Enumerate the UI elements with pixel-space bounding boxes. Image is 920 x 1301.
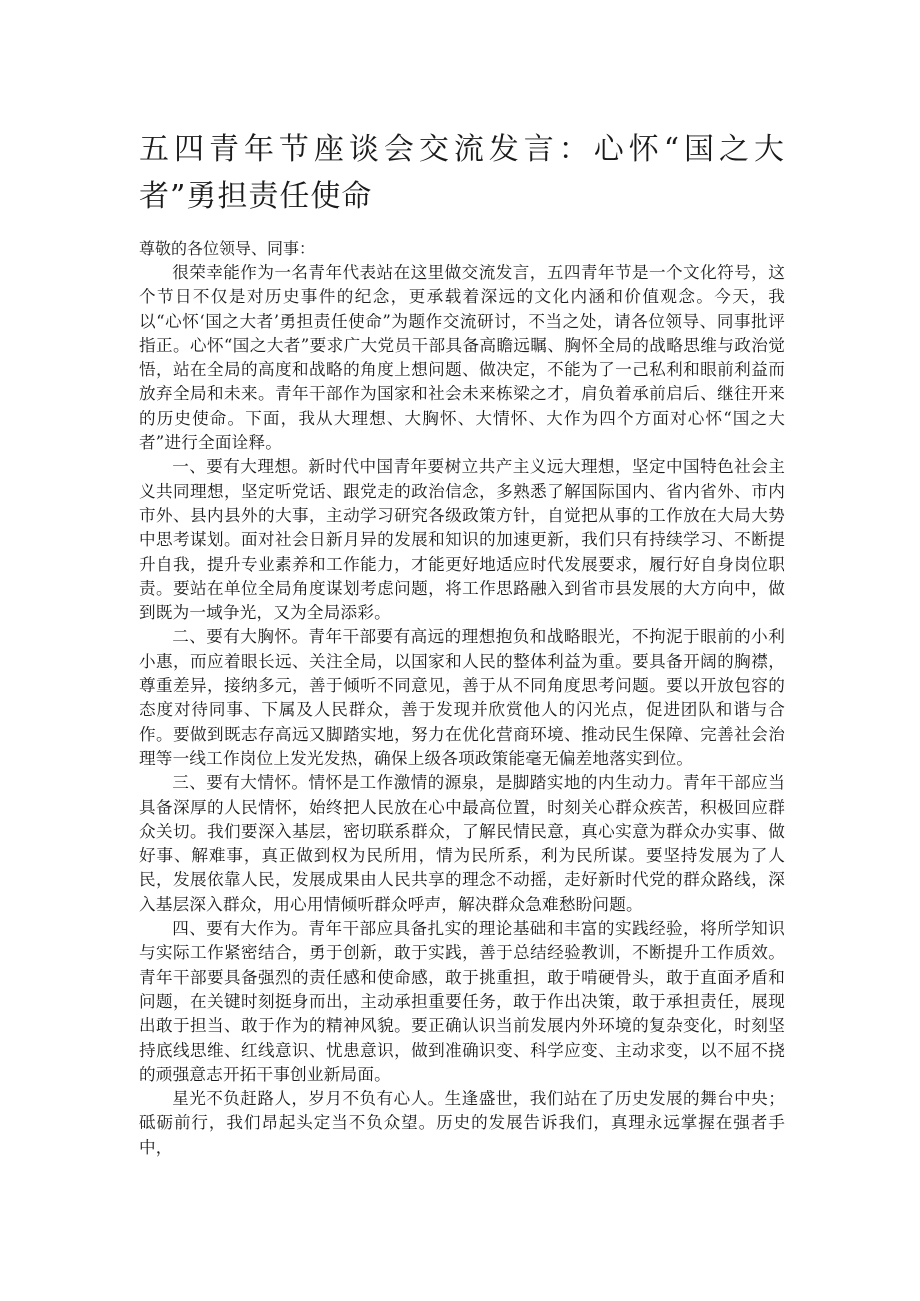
paragraph-mind: 二、要有大胸怀。青年干部要有高远的理想抱负和战略眼光，不拘泥于眼前的小利小惠，而应着眼长远、关注全局，以国家和人民的整体利益为重。要具备开阔的胸襟，尊重差异，接纳多元，善于倾听不同意见，善于从不同角度思考问题。要以开放包容的态度对待同事、下属及人民群众，善于发现并欣赏他人的闪光点，促进团队和谐与合作。要做到既志存高远又脚踏实地，努力在优化营商环境、推动民生保障、完善社会治理等一线工作岗位上发光发热，确保上级各项政策能毫无偏差地落实到位。 xyxy=(139,627,785,768)
document-title: 五四青年节座谈会交流发言：心怀“国之大者”勇担责任使命 xyxy=(139,132,785,214)
paragraph-sentiment: 三、要有大情怀。情怀是工作激情的源泉，是脚踏实地的内生动力。青年干部应当具备深厚的人民情怀，始终把人民放在心中最高位置，时刻关心群众疾苦，积极回应群众关切。我们要深入基层，密切联系群众，了解民情民意，真心实意为群众办实事、做好事、解难事，真正做到权为民所用，情为民所系，利为民所谋。要坚持发展为了人民，发展依靠人民，发展成果由人民共享的理念不动摇，走好新时代党的群众路线，深入基层深入群众，用心用情倾听群众呼声，解决群众急难愁盼问题。 xyxy=(139,773,785,914)
salutation: 尊敬的各位领导、同事： xyxy=(139,239,316,258)
paragraph-closing: 星光不负赶路人，岁月不负有心人。生逢盛世，我们站在了历史发展的舞台中央；砥砺前行，我们昂起头定当不负众望。历史的发展告诉我们，真理永远掌握在强者手中， xyxy=(139,1089,785,1157)
paragraph-ideal: 一、要有大理想。新时代中国青年要树立共产主义远大理想，坚定中国特色社会主义共同理想，坚定听党话、跟党走的政治信念，多熟悉了解国际国内、省内省外、市内市外、县内县外的大事，主动学习研究各级政策方针，自觉把从事的工作放在大局大势中思考谋划。面对社会日新月异的发展和知识的加速更新，我们只有持续学习、不断提升自我，提升专业素养和工作能力，才能更好地适应时代发展要求，履行好自身岗位职责。要站在单位全局角度谋划考虑问题，将工作思路融入到省市县发展的大方向中，做到既为一域争光，又为全局添彩。 xyxy=(139,457,785,623)
paragraph-intro: 很荣幸能作为一名青年代表站在这里做交流发言，五四青年节是一个文化符号，这个节日不仅是对历史事件的纪念，更承载着深远的文化内涵和价值观念。今天，我以“心怀‘国之大者’勇担责任使命”为题作交流研讨，不当之处，请各位领导、同事批评指正。心怀“国之大者”要求广大党员干部具备高瞻远瞩、胸怀全局的战略思维与政治觉悟，站在全局的高度和战略的角度上想问题、做决定，不能为了一己私利和眼前利益而放弃全局和未来。青年干部作为国家和社会未来栋梁之才，肩负着承前启后、继往开来的历史使命。下面，我从大理想、大胸怀、大情怀、大作为四个方面对心怀“国之大者”进行全面诠释。 xyxy=(139,263,785,453)
paragraph-action: 四、要有大作为。青年干部应具备扎实的理论基础和丰富的实践经验，将所学知识与实际工作紧密结合，勇于创新，敢于实践，善于总结经验教训，不断提升工作质效。青年干部要具备强烈的责任感和使命感，敢于挑重担，敢于啃硬骨头，敢于直面矛盾和问题，在关键时刻挺身而出，主动承担重要任务，敢于作出决策，敢于承担责任，展现出敢于担当、敢于作为的精神风貌。要正确认识当前发展内外环境的复杂变化，时刻坚持底线思维、红线意识、忧患意识，做到准确识变、科学应变、主动求变，以不屈不挠的顽强意志开拓干事创业新局面。 xyxy=(139,919,785,1084)
document-page xyxy=(139,126,785,1160)
